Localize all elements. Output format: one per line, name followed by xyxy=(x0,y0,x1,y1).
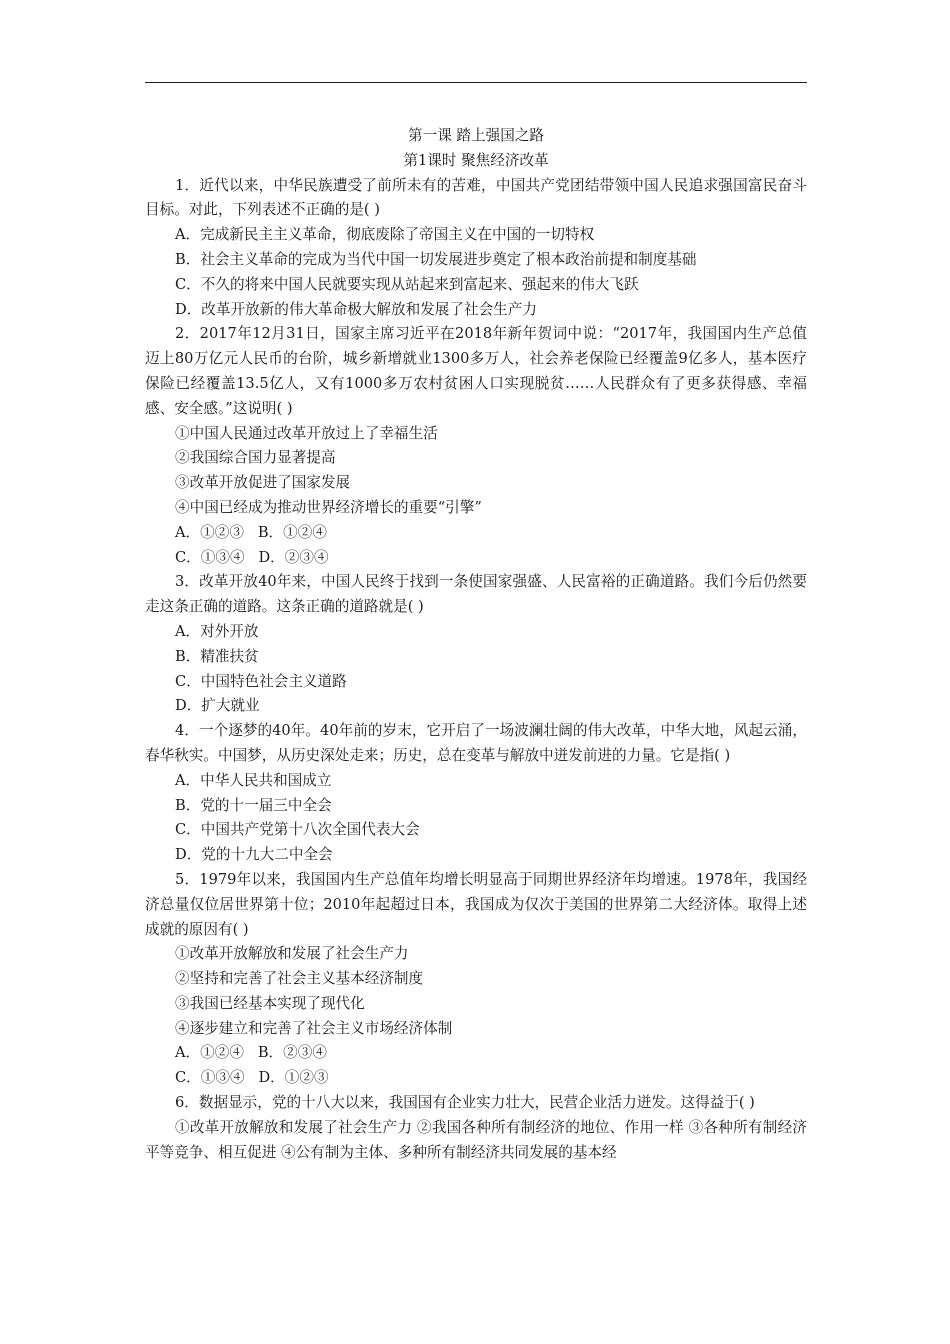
option-a: A．对外开放 xyxy=(175,622,259,640)
question-5 xyxy=(145,868,807,1091)
question-stem: 4．一个逐梦的40年。40年前的岁末，它开启了一场波澜壮阔的伟大改革，中华大地，风起云涌，春华秋实。中国梦，从历史深处走来；历史，总在变革与解放中迸发前进的力量。它是指( ) xyxy=(145,722,807,764)
statement-2: ②我国综合国力显著提高 xyxy=(175,449,336,467)
option-d: D．扩大就业 xyxy=(175,697,260,715)
option-a: A．完成新民主主义革命，彻底废除了帝国主义在中国的一切特权 xyxy=(175,226,595,244)
options-ab: A．①②④ B．②③④ xyxy=(175,1044,327,1062)
question-statements: ①改革开放解放和发展了社会生产力 ②我国各种所有制经济的地位、作用一样 ③各种所有制经济平等竞争、相互促进 ④公有制为主体、多种所有制经济共同发展的基本经 xyxy=(145,1118,807,1161)
option-c: C．中国共产党第十八次全国代表大会 xyxy=(175,821,420,839)
question-stem: 5．1979年以来，我国国内生产总值年均增长明显高于同期世界经济年均增速。1978年，我国经济总量仅位居世界第十位；2010年起超过日本，我国成为仅次于美国的世界第二大经济体。取得上述成就的原因有( ) xyxy=(145,870,807,938)
option-c: C．中国特色社会主义道路 xyxy=(175,672,347,690)
statement-2: ②坚持和完善了社会主义基本经济制度 xyxy=(175,970,424,988)
options-cd: C．①③④ D．②③④ xyxy=(175,548,329,566)
question-stem: 1．近代以来，中华民族遭受了前所未有的苦难，中国共产党团结带领中国人民追求强国富民奋斗目标。对此，下列表述不正确的是( ) xyxy=(145,176,807,219)
statement-3: ③改革开放促进了国家发展 xyxy=(175,474,351,492)
option-c: C．不久的将来中国人民就要实现从站起来到富起来、强起来的伟大飞跃 xyxy=(175,275,639,293)
statement-1: ①中国人民通过改革开放过上了幸福生活 xyxy=(175,424,438,442)
question-stem: 3．改革开放40年来，中国人民终于找到一条使国家强盛、人民富裕的正确道路。我们今后仍然要走这条正确的道路。这条正确的道路就是( ) xyxy=(145,573,807,616)
option-b: B．党的十一届三中全会 xyxy=(175,796,332,814)
question-stem: 6．数据显示，党的十八大以来，我国国有企业实力壮大，民营企业活力迸发。这得益于( ) xyxy=(175,1094,755,1112)
option-d: D．党的十九大二中全会 xyxy=(175,846,333,864)
statement-3: ③我国已经基本实现了现代化 xyxy=(175,994,365,1012)
option-b: B．精准扶贫 xyxy=(175,647,259,665)
statement-4: ④逐步建立和完善了社会主义市场经济体制 xyxy=(175,1019,453,1037)
header-rule xyxy=(145,82,807,83)
options-ab: A．①②③ B．①②④ xyxy=(175,523,327,541)
question-4 xyxy=(145,719,807,868)
option-d: D．改革开放新的伟大革命极大解放和发展了社会生产力 xyxy=(175,300,537,318)
question-stem: 2．2017年12月31日，国家主席习近平在2018年新年贺词中说：“2017年，我国国内生产总值迈上80万亿元人民币的台阶，城乡新增就业1300多万人，社会养老保险已经覆盖9亿多人，基本医疗保险已经覆盖13.5亿人，又有1000多万农村贫困人口实现脱贫……人民群众有了更多获得感、幸福感、安全感。”这说明( ) xyxy=(145,325,807,417)
lesson-subtitle: 第1课时 聚焦经济改革 xyxy=(403,151,549,169)
options-cd: C．①③④ D．①②③ xyxy=(175,1069,329,1087)
question-1 xyxy=(145,174,807,323)
statement-4: ④中国已经成为推动世界经济增长的重要“引擎” xyxy=(175,498,482,516)
statement-1: ①改革开放解放和发展了社会生产力 xyxy=(175,945,409,963)
document-body xyxy=(145,124,807,1165)
question-6 xyxy=(145,1091,807,1165)
question-2 xyxy=(145,322,807,570)
option-b: B．社会主义革命的完成为当代中国一切发展进步奠定了根本政治前提和制度基础 xyxy=(175,250,697,268)
question-3 xyxy=(145,570,807,719)
lesson-title: 第一课 踏上强国之路 xyxy=(408,127,544,144)
option-a: A．中华人民共和国成立 xyxy=(175,771,332,789)
